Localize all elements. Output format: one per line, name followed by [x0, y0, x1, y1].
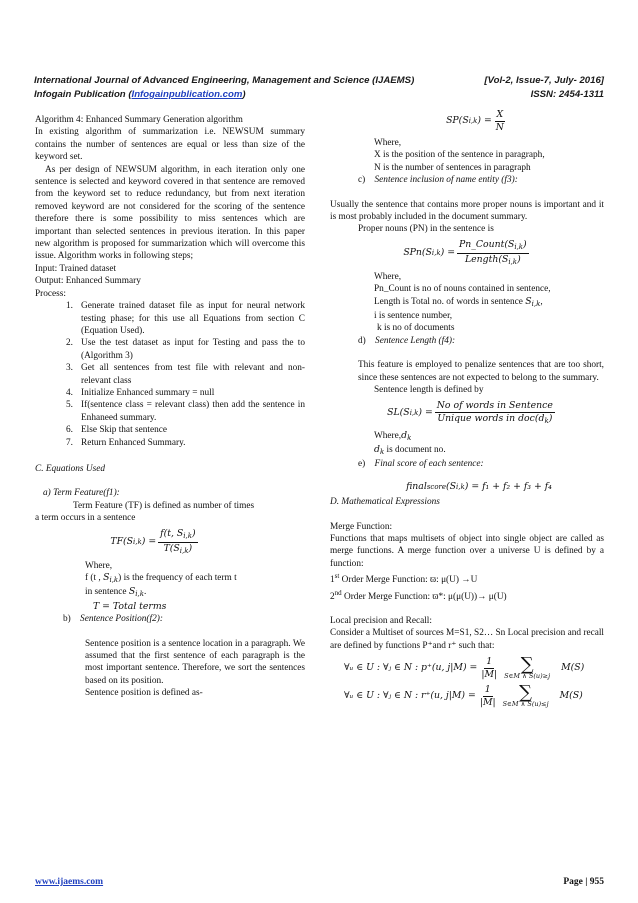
order-1: 1st Order Merge Function: ϖ: μ(U) →U	[330, 572, 478, 586]
sentence-length-heading: d) Sentence Length (f4):	[358, 335, 456, 346]
section-d-heading: D. Mathematical Expressions	[330, 497, 440, 508]
i-description: i is sentence number,	[374, 311, 453, 322]
length-paragraph: This feature is employed to penalize sentences that are too short, since these sentences are not expected to belong to the summary.	[358, 360, 604, 383]
position-definition: Sentence position is defined as-	[85, 688, 203, 699]
spn-equation: SPn(S i,k ) = $\frac{Pn\_Count(S_{i,k})}{Length(S_{i,k})}$	[403, 238, 527, 266]
process-line: Process:	[35, 288, 66, 299]
tf-equation: TF(S i,k ) = $\frac{f(t, S_{i,k})}{T(S_{i,k})}$	[110, 527, 196, 555]
k-description: k is no of documents	[377, 323, 455, 334]
order-2: 2nd Order Merge Function: ϖ*: μ(μ(U))→ μ(U)	[330, 588, 507, 602]
merge-heading: Merge Function:	[330, 521, 393, 532]
section-c-heading: C. Equations Used	[35, 463, 105, 474]
where-label: Where,	[374, 138, 402, 148]
tf-description-2: in sentence $S_{i,k}$.	[85, 586, 147, 599]
precision-equation: ∀ᵤ ∈ U : ∀ⱼ ∈ N : p⁺(u, j|M) = $\frac{1}{|M|}$ ∑ S∈M ∧ S(u)≥j M(S)	[344, 654, 585, 681]
header-row-2	[34, 89, 604, 100]
right-column	[330, 106, 604, 712]
where-dk: $Where,d_k$	[374, 429, 412, 442]
position-paragraph: Sentence position is a sentence location in a paragraph. We assumed that the first sentence of each paragraph is the most important sentence. Therefore, we sort the sentences based on its position.	[85, 638, 305, 686]
paragraph-design: As per design of NEWSUM algorithm, in each iteration only one sentence is selected and keyword covered in that sentence are removed from the keyword set to reduce redundancy, but from next iteration removed keyword are not considered for the scoring of the sentence therefore there is some possibility to miss sentences which are important than selected sentences in previous iteration. In this paper new algorithm is proposed for summarization which will overcome this issue. Algorithm works in following steps;	[35, 164, 305, 262]
proper-noun-paragraph: Usually the sentence that contains more proper nouns is important and it is most probably included in the document summary.	[330, 199, 604, 223]
final-score-heading: e) Final score of each sentence:	[358, 459, 484, 470]
footer	[35, 877, 604, 887]
proper-noun-intro: Proper nouns (PN) in the sentence is	[358, 224, 494, 235]
n-description: N is the number of sentences in paragraph	[374, 162, 531, 173]
issn: ISSN: 2454-1311	[530, 89, 604, 100]
tf-description: f (t , $S_{i,k}$) is the frequency of each term t	[85, 572, 237, 584]
sp-fraction: $\frac{X}{N}$	[495, 109, 504, 133]
name-entity-heading: c) Sentence inclusion of name entity (f3):	[358, 175, 518, 186]
publisher-link[interactable]: Infogainpublication.com	[131, 89, 243, 100]
sum-symbol: ∑ S∈M ∧ S(u)≤j	[502, 682, 549, 709]
list-item: 5. If(sentence class = relevant class) then add the sentence in Enhaneed summary.	[66, 400, 305, 423]
local-heading: Local precision and Recall:	[330, 615, 432, 626]
x-description: X is the position of the sentence in paragraph,	[374, 150, 545, 161]
tf-fraction: $\frac{f(t, S_{i,k})}{T(S_{i,k})}$	[160, 527, 196, 555]
final-equation: final score (S i,k ) = f₁ + f₂ + f₃ + f₄	[406, 480, 552, 492]
header-row-1	[34, 75, 604, 86]
page-number: Page | 955	[563, 877, 604, 887]
term-feature-heading: a) Term Feature(f1):	[43, 488, 120, 499]
algorithm-steps	[35, 300, 305, 449]
list-item: 6. Else Skip that sentence	[66, 425, 167, 436]
journal-title: International Journal of Advanced Engineering, Management and Science (IJAEMS)	[34, 75, 415, 86]
length-description: Length is Total no. of words in sentence $S_{i,k}$,	[374, 295, 543, 308]
term-definition-1: Term Feature (TF) is defined as number of times	[73, 500, 255, 511]
list-item: 2. Use the test dataset as input for Testing and pass the to (Algorithm 3)	[66, 338, 305, 361]
merge-paragraph: Functions that maps multisets of object into single object are called as merge functions. A merge function over a universe U is defined by a function:	[330, 533, 604, 569]
total-terms: T = Total terms	[93, 600, 167, 612]
input-line: Input: Trained dataset	[35, 263, 117, 274]
spn-fraction: $\frac{Pn\_Count(S_{i,k})}{Length(S_{i,k})}$	[459, 238, 527, 266]
where-label: Where,	[85, 560, 113, 571]
list-item: 3. Get all sentences from test file with relevant and non-relevant class	[66, 363, 305, 386]
dk-description: $d_k$ is document no.	[374, 443, 446, 456]
recall-equation: ∀ᵤ ∈ U : ∀ⱼ ∈ N : r⁺(u, j|M) = $\frac{1}{|M|}$ ∑ S∈M ∧ S(u)≤j M(S)	[344, 682, 583, 709]
where-label: Where,	[374, 271, 402, 282]
paragraph-existing: In existing algorithm of summarization i.e. NEWSUM summary contains the number of sentences are equal or less than size of the keyword set.	[35, 127, 305, 163]
position-heading: b) Sentence Position(f2):	[63, 614, 163, 625]
sl-fraction: $\frac{\text{No of words in Sentence}}{Unique words in doc(d_k)}$	[436, 399, 553, 425]
site-link[interactable]: www.ijaems.com	[35, 877, 104, 887]
pn-count-description: Pn_Count is no of nouns contained in sentence,	[374, 284, 551, 295]
sp-equation: SP(S i,k ) = $\frac{X}{N}$	[446, 109, 504, 133]
sum-symbol: ∑ S∈M ∧ S(u)≥j	[504, 654, 551, 681]
left-column	[35, 114, 305, 700]
local-paragraph: Consider a Multiset of sources M=S1, S2… Sn Local precision and recall are defined by functions P⁺and r⁺ such that:	[330, 628, 604, 651]
volume-info: [Vol-2, Issue-7, July- 2016]	[484, 75, 604, 86]
publisher: Infogain Publication (Infogainpublication.com)	[34, 89, 246, 100]
list-item: 1. Generate trained dataset file as input for neural network testing phase; for this use all Equations from section C (Equation Used).	[66, 301, 305, 336]
sl-equation: SL(S i,k ) = $\frac{\text{No of words in Sentence}}{Unique words in doc(d_k)}$	[387, 399, 553, 425]
algorithm-title: Algorithm 4: Enhanced Summary Generation algorithm	[35, 115, 243, 125]
list-item: 4. Initialize Enhanced summary = null	[66, 387, 215, 398]
term-definition-2: a term occurs in a sentence	[35, 513, 136, 524]
output-line: Output: Enhanced Summary	[35, 276, 141, 287]
length-intro: Sentence length is defined by	[374, 385, 484, 396]
list-item: 7. Return Enhanced Summary.	[66, 437, 186, 448]
